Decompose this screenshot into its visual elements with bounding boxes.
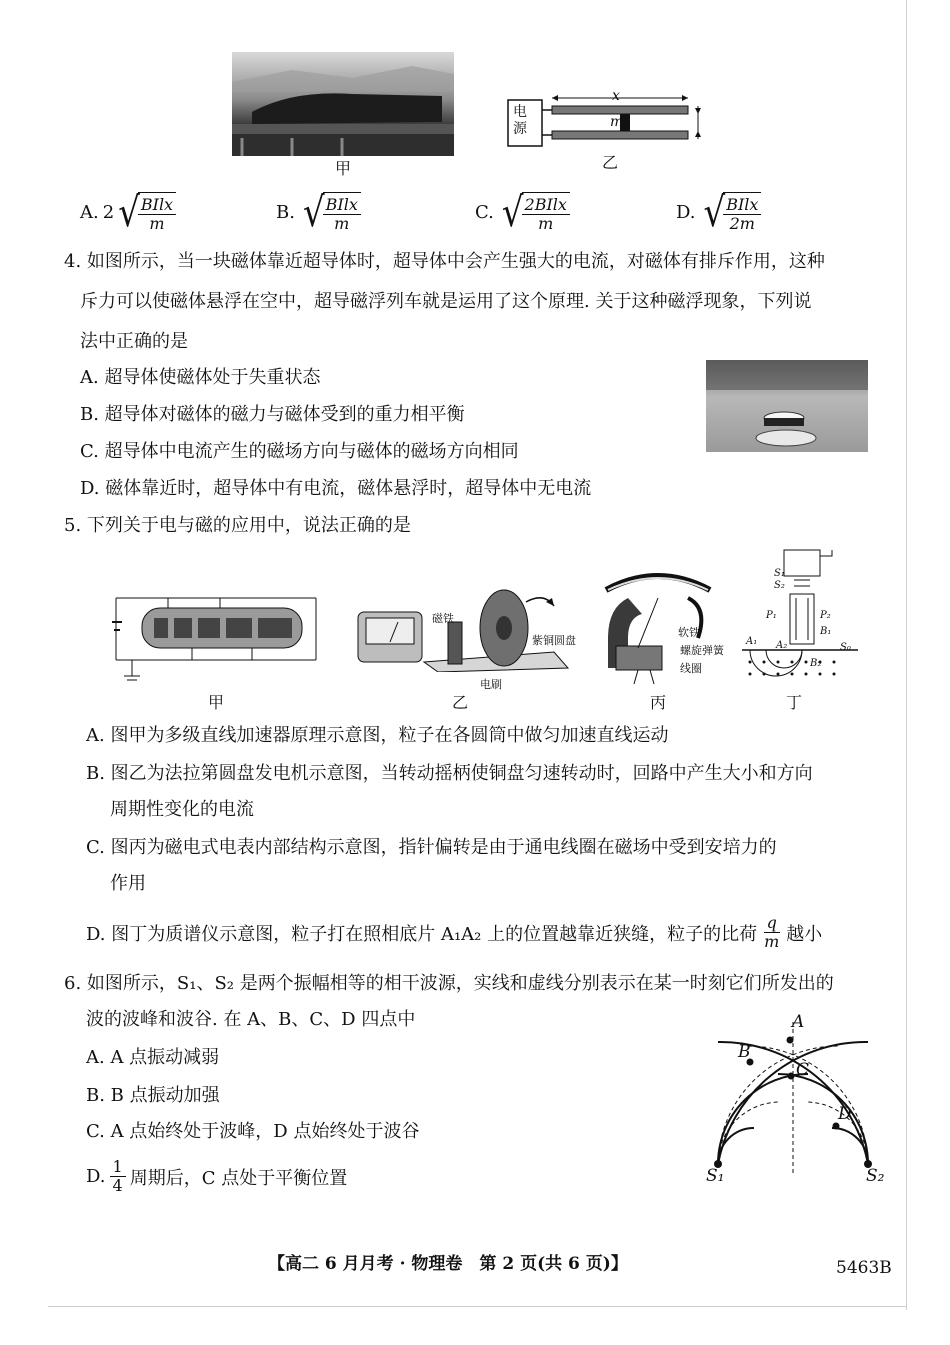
wave-point-a-label: A (792, 1012, 805, 1032)
faraday-magnet-label: 磁铁 (432, 612, 454, 625)
faraday-disk-figure (354, 582, 574, 672)
q5-stem: 5. 下列关于电与磁的应用中，说法正确的是 (64, 515, 411, 536)
q3-choice-d[interactable] (676, 188, 761, 237)
rail-length-x-label: x (612, 88, 620, 104)
spectrometer-b1-label: B₁ (820, 626, 832, 637)
page-footer-title: 【高二 6 月月考 · 物理卷 第 2 页(共 6 页)】 (268, 1254, 628, 1274)
galvanometer-soft-iron-label: 软铁 (678, 626, 700, 639)
figure-jia-label: 甲 (335, 159, 352, 178)
q6-option-d-text: 周期后，C 点处于平衡位置 (129, 1167, 348, 1189)
q6-option-d[interactable] (86, 1158, 347, 1195)
q5-fig-jia-label: 甲 (208, 693, 225, 712)
q4-option-d[interactable]: D. 磁体靠近时，超导体中有电流，磁体悬浮时，超导体中无电流 (80, 478, 592, 499)
wave-point-b-label: B (738, 1042, 751, 1062)
q3-choice-c-den: m (538, 214, 554, 233)
q5-option-d-text: D. 图丁为质谱仪示意图，粒子打在照相底片 A₁A₂ 上的位置越靠近狭缝，粒子的比荷 (86, 923, 758, 945)
q4-stem-line-1: 4. 如图所示，当一块磁体靠近超导体时，超导体中会产生强大的电流，对磁体有排斥作用，这种 (64, 251, 825, 272)
power-source-label: 电源 (513, 104, 527, 137)
wave-point-c-label: C (796, 1060, 810, 1080)
spectrometer-p1-label: P₁ (766, 610, 777, 621)
faraday-disk-label: 紫铜圆盘 (532, 634, 576, 647)
q4-option-a[interactable]: A. 超导体使磁体处于失重状态 (80, 367, 321, 388)
q3-choice-d-den: 2m (729, 214, 755, 233)
q3-choice-b-num: BIlx (323, 196, 361, 215)
spectrometer-p2-label: P₂ (820, 610, 831, 621)
spectrometer-s0-label: S₀ (840, 642, 851, 653)
wave-source-s1-label: S₁ (706, 1166, 725, 1186)
q6-stem-line-1: 6. 如图所示，S₁、S₂ 是两个振幅相等的相干波源，实线和虚线分别表示在某一时刻它们所发出的 (64, 973, 834, 994)
spectrometer-s2-label: S₂ (774, 580, 785, 591)
wave-source-s2-label: S₂ (866, 1166, 885, 1186)
q6-stem-line-2: 波的波峰和波谷. 在 A、B、C、D 四点中 (86, 1009, 416, 1030)
q3-choice-a-letter: A. (80, 202, 99, 223)
q6-option-c[interactable]: C. A 点始终处于波峰，D 点始终处于波谷 (86, 1121, 420, 1142)
q4-option-b[interactable]: B. 超导体对磁体的磁力与磁体受到的重力相平衡 (80, 404, 465, 425)
q4-option-c[interactable]: C. 超导体中电流产生的磁场方向与磁体的磁场方向相同 (80, 441, 519, 462)
mass-spectrometer-figure (740, 546, 860, 686)
q3-choice-b-radical: √ $\frac{\text{BIlx}}{m}$ (303, 192, 361, 233)
q5-fig-yi-label: 乙 (452, 693, 469, 712)
galvanometer-spring-label: 螺旋弹簧 (680, 644, 724, 657)
q3-choice-c-radical: √ $\frac{\text{2BIlx}}{m}$ (502, 192, 570, 233)
q6-option-d-num: 1 (110, 1158, 126, 1177)
q3-choice-b[interactable] (276, 188, 361, 237)
q5-option-d[interactable] (86, 914, 822, 951)
spectrometer-b2-label: B₂ (810, 658, 822, 669)
galvanometer-coil-label: 线圈 (680, 662, 702, 675)
q5-option-d-num: q (764, 914, 780, 933)
q3-choice-c[interactable] (475, 188, 570, 237)
q5-option-c-line-1[interactable]: C. 图丙为磁电式电表内部结构示意图，指针偏转是由于通电线圈在磁场中受到安培力的 (86, 837, 777, 858)
q3-choice-a-coef: 2 (102, 202, 115, 223)
faraday-brush-label: 电刷 (480, 678, 502, 691)
q5-fig-ding-label: 丁 (786, 693, 803, 712)
q4-stem-line-3: 法中正确的是 (80, 331, 188, 352)
q5-option-a[interactable]: A. 图甲为多级直线加速器原理示意图，粒子在各圆筒中做匀加速直线运动 (86, 725, 669, 746)
q6-option-a[interactable]: A. A 点振动减弱 (86, 1047, 220, 1068)
q3-choice-c-letter: C. (475, 202, 494, 223)
wave-interference-figure (698, 1016, 888, 1196)
spectrometer-s1-label: S₁ (774, 568, 785, 579)
rod-mass-m-label: m (610, 114, 624, 130)
linear-accelerator-figure (112, 590, 322, 690)
q6-option-d-letter: D. (86, 1166, 106, 1187)
maglev-train-photo (232, 52, 454, 156)
q6-option-d-den: 4 (112, 1176, 123, 1195)
levitating-magnet-sketch (706, 360, 868, 452)
q5-option-c-line-2: 作用 (110, 873, 146, 894)
q3-choice-a-num: BIlx (138, 196, 176, 215)
q5-fig-bing-label: 丙 (650, 693, 667, 712)
page-footer-code: 5463B (836, 1258, 892, 1278)
q3-choice-d-radical: √ $\frac{\text{BIlx}}{2m}$ (704, 192, 762, 233)
q3-choice-a-radical: √ $\frac{\text{BIlx}}{m}$ (118, 192, 176, 233)
q3-choice-a-den: m (149, 214, 165, 233)
spectrometer-a1-label: A₁ (746, 636, 758, 647)
levitating-magnet-photo (706, 360, 868, 452)
q5-option-d-den: m (764, 932, 780, 951)
q3-choice-d-num: BIlx (723, 196, 761, 215)
spectrometer-a2-label: A₂ (776, 640, 788, 651)
q5-option-b-line-1[interactable]: B. 图乙为法拉第圆盘发电机示意图，当转动摇柄使铜盘匀速转动时，回路中产生大小和方向 (86, 763, 813, 784)
q3-choice-b-letter: B. (276, 202, 295, 223)
q3-choice-a[interactable] (80, 188, 176, 237)
wave-point-d-label: D (838, 1104, 852, 1124)
q3-choice-b-den: m (334, 214, 350, 233)
page-bottom-border (48, 1306, 906, 1307)
q3-choice-c-num: 2BIlx (522, 196, 570, 215)
q5-option-d-charge-mass-ratio (761, 914, 782, 951)
q3-choice-d-letter: D. (676, 202, 696, 223)
figure-yi-label: 乙 (602, 153, 619, 172)
q6-option-d-quarter (110, 1158, 126, 1195)
q5-option-d-tail: 越小 (786, 923, 823, 945)
page-right-border (906, 0, 907, 1310)
q6-option-b[interactable]: B. B 点振动加强 (86, 1085, 220, 1106)
q4-stem-line-2: 斥力可以使磁体悬浮在空中，超导磁浮列车就是运用了这个原理. 关于这种磁浮现象，下列说 (80, 291, 812, 312)
maglev-train-sketch (232, 52, 454, 156)
q5-option-b-line-2: 周期性变化的电流 (110, 799, 254, 820)
